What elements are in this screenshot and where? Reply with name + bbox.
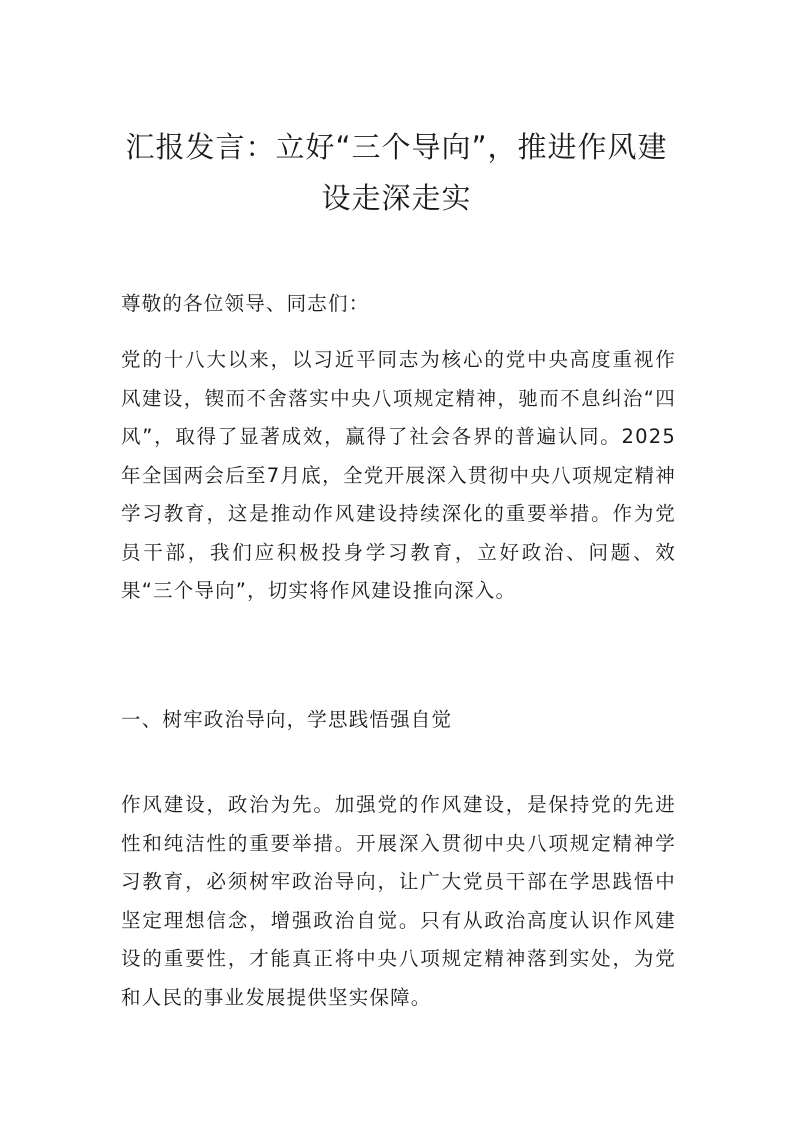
paragraph-section-1: 作风建设，政治为先。加强党的作风建设，是保持党的先进性和纯洁性的重要举措。开展深入贯彻中央八项规定精神学习教育，必须树牢政治导向，让广大党员干部在学思践悟中坚定理想信念，增强政治自觉。只有从政治高度认识作风建设的重要性，才能真正将中央八项规定精神落到实处，为党和人民的事业发展提供坚实保障。	[121, 793, 676, 1009]
section-heading-1: 一、树牢政治导向，学思践悟强自觉	[121, 708, 453, 731]
greeting: 尊敬的各位领导、同志们：	[121, 292, 370, 315]
document-title-line-1: 汇报发言：立好“三个导向”，推进作风建	[125, 130, 668, 164]
document-title	[110, 122, 683, 224]
paragraph-intro: 党的十八大以来，以习近平同志为核心的党中央高度重视作风建设，锲而不舍落实中央八项规定精神，驰而不息纠治“四风”，取得了显著成效，赢得了社会各界的普遍认同。2025年全国两会后至7月底，全党开展深入贯彻中央八项规定精神学习教育，这是推动作风建设持续深化的重要举措。作为党员干部，我们应积极投身学习教育，立好政治、问题、效果“三个导向”，切实将作风建设推向深入。	[121, 348, 676, 602]
document-title-line-2: 设走深走实	[321, 181, 472, 215]
